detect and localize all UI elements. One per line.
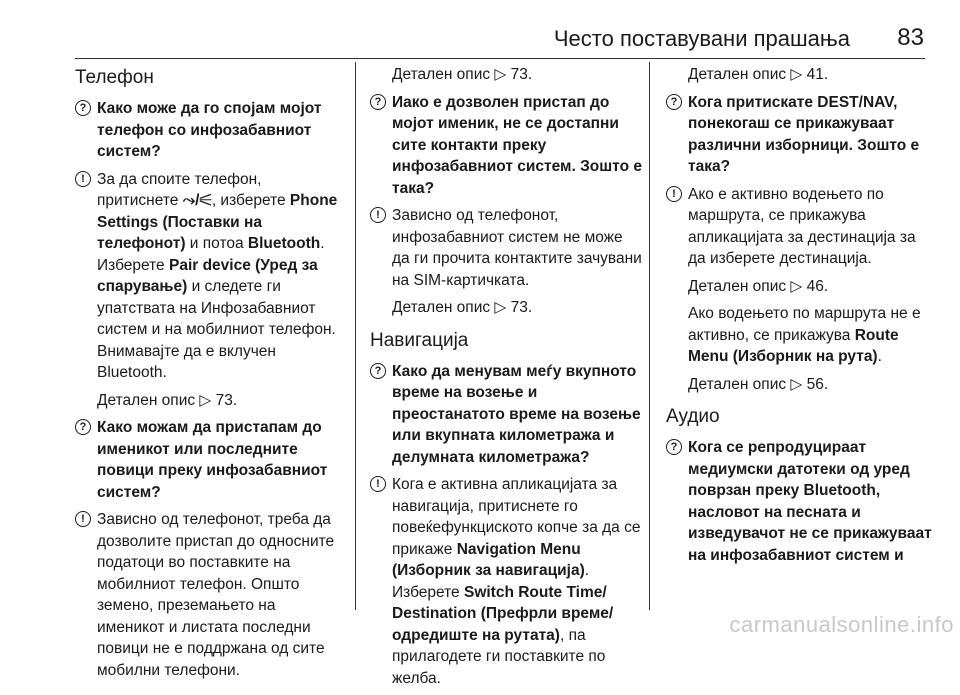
answer-block bbox=[370, 474, 642, 689]
question-block bbox=[666, 437, 936, 566]
exclamation-icon: ! bbox=[75, 511, 91, 527]
page-number: 83 bbox=[897, 24, 924, 51]
column-3 bbox=[666, 64, 936, 572]
exclamation-icon: ! bbox=[370, 207, 386, 223]
question-text: Како можам да пристапам до именикот или последните повици преку инфозабавниот систем? bbox=[97, 419, 328, 501]
question-text: Како може да го спојам мојот телефон со инфозабавниот систем? bbox=[97, 100, 322, 160]
exclamation-icon: ! bbox=[370, 476, 386, 492]
header-rule bbox=[75, 58, 925, 59]
answer-text: Ако е активно водењето по маршрута, се прикажува апликацијата за дестинација за да изберете дестинација. bbox=[688, 185, 916, 267]
question-text: Кога притискате DEST/NAV, понекогаш се прикажуваат различни изборници. Зошто е така? bbox=[688, 93, 920, 175]
question-icon: ? bbox=[370, 94, 386, 110]
question-icon: ? bbox=[666, 439, 682, 455]
detail-reference: Детален опис ▷ 46. bbox=[688, 277, 829, 295]
question-block bbox=[75, 417, 347, 503]
page-title: Често поставувани прашања bbox=[553, 26, 850, 51]
answer-block bbox=[370, 205, 642, 291]
column-divider-1 bbox=[355, 62, 356, 610]
section-title-navigation: Навигација bbox=[370, 329, 469, 351]
answer-text: Кога е активна апликацијата за навигација, притиснете го повеќефункциското копче за да се прикаже Navigation Menu (Изборник за навигација). Изберете Switch Route Time/ Destination (Префрли време/ одредиште на рутата), па прилагодете ги поставките по желба. bbox=[392, 476, 641, 687]
detail-reference: Детален опис ▷ 41. bbox=[688, 66, 829, 83]
question-block bbox=[370, 92, 642, 200]
phone-button-icon: ⤳/⚟ bbox=[182, 192, 212, 209]
question-icon: ? bbox=[75, 100, 91, 116]
section-title-audio: Аудио bbox=[666, 406, 720, 427]
answer-block bbox=[666, 184, 936, 270]
question-block bbox=[666, 92, 936, 178]
detail-reference: Детален опис ▷ 73. bbox=[392, 66, 533, 83]
answer-block bbox=[75, 509, 347, 681]
page-header bbox=[0, 0, 960, 60]
detail-reference: Детален опис ▷ 73. bbox=[392, 299, 533, 316]
question-text: Иако е дозволен пристап до мојот именик, не се достапни сите контакти преку инфозабавниот систем. Зошто е така? bbox=[392, 93, 642, 197]
exclamation-icon: ! bbox=[666, 186, 682, 202]
section-title-phone: Телефон bbox=[75, 67, 154, 88]
question-icon: ? bbox=[75, 419, 91, 435]
question-block bbox=[370, 361, 642, 469]
column-1 bbox=[75, 64, 347, 687]
answer-text: Ако водењето по маршрута не е активно, се прикажува Route Menu (Изборник на рута). bbox=[688, 305, 921, 365]
question-text: Како да менувам меѓу вкупното време на возење и преостанатото време на возење или вкупната километража и делумната километража? bbox=[392, 362, 641, 466]
answer-text: Зависно од телефонот, треба да дозволите пристап до односните податоци во поставките на мобилниот телефон. Општо земено, преземањето на именикот и листата последни повици не е поддржана од сите мобилни телефони. bbox=[97, 511, 335, 679]
answer-text: За да споите телефон, притиснете ⤳/⚟, изберете Phone Settings (Поставки на телефонот) и потоа Bluetooth. Изберете Pair device (Уред за спарување) и следете ги упатствата на Инфозабавниот систем и на мобилниот телефон. Внимавајте да е вклучен Bluetooth. bbox=[97, 170, 338, 381]
question-block bbox=[75, 98, 347, 163]
answer-text: Зависно од телефонот, инфозабавниот систем не може да ги прочита контактите зачувани на SIM-картичката. bbox=[392, 207, 642, 289]
question-icon: ? bbox=[666, 94, 682, 110]
answer-block bbox=[75, 169, 347, 384]
question-text: Кога се репродуцираат медиумски датотеки од уред поврзан преку Bluetooth, насловот на песната и изведувачот не се прикажуваат на инфозабавниот систем и bbox=[688, 439, 932, 564]
exclamation-icon: ! bbox=[75, 171, 91, 187]
detail-reference: Детален опис ▷ 56. bbox=[688, 375, 829, 393]
column-2 bbox=[370, 64, 642, 695]
question-icon: ? bbox=[370, 363, 386, 379]
column-divider-2 bbox=[649, 62, 650, 610]
detail-reference: Детален опис ▷ 73. bbox=[97, 391, 238, 409]
watermark: carmanualsonline.info bbox=[729, 612, 954, 637]
